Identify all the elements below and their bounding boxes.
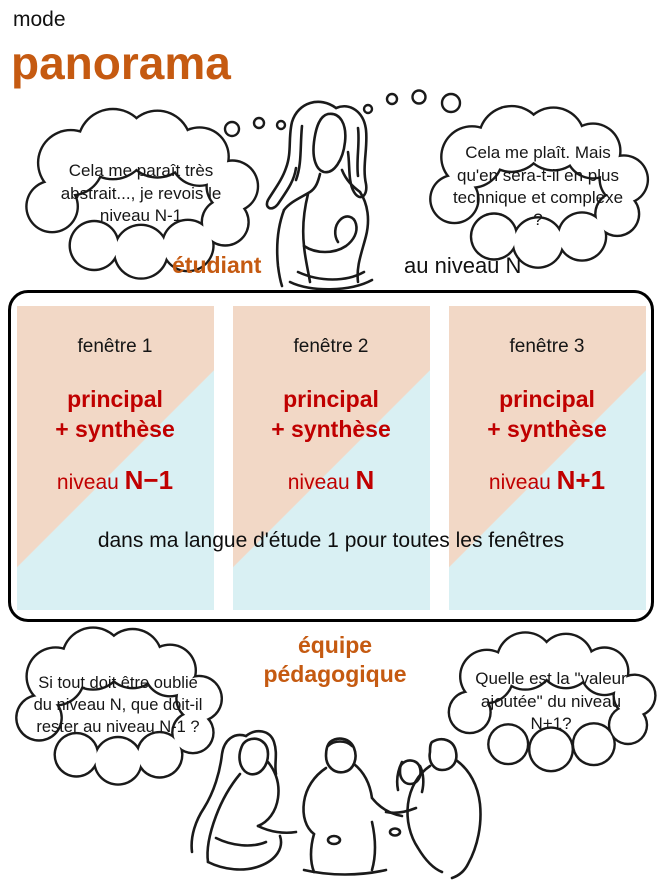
window-title: fenêtre 2 bbox=[293, 336, 369, 357]
thought-bubble-student-left bbox=[24, 116, 258, 272]
window-panel-1 bbox=[17, 306, 214, 610]
student-label: étudiant bbox=[172, 252, 262, 278]
window-level: niveau N bbox=[287, 464, 375, 495]
team-illustration bbox=[180, 712, 485, 880]
student-illustration bbox=[250, 86, 405, 292]
window-title: fenêtre 1 bbox=[77, 336, 153, 357]
student-level-label: au niveau N bbox=[404, 253, 522, 278]
windows-board bbox=[8, 290, 654, 622]
thought-text-student-right: Cela me plaît. Mais qu'en sera-t-il en plus technique et complexe ? bbox=[452, 143, 624, 230]
board-footer-note: dans ma langue d'étude 1 pour toutes les fenêtres bbox=[97, 529, 565, 552]
window-content-label: principal + synthèse bbox=[55, 386, 175, 443]
window-level: niveau N+1 bbox=[488, 464, 606, 495]
thought-text-student-left: Cela me paraît très abstrait..., je revois le niveau N-1 bbox=[60, 161, 222, 226]
thought-text-team-right: Quelle est la "valeur ajoutée" du niveau N+1? bbox=[475, 669, 627, 734]
window-content-label: principal + synthèse bbox=[487, 386, 607, 443]
window-level: niveau N−1 bbox=[56, 464, 174, 495]
window-title: fenêtre 3 bbox=[509, 336, 585, 357]
thought-text-team-left: Si tout doit être oublié du niveau N, que doit-il rester au niveau N-1 ? bbox=[33, 674, 203, 736]
window-content-label: principal + synthèse bbox=[271, 386, 391, 443]
window-panel-3 bbox=[449, 306, 646, 610]
team-label: équipe pédagogique bbox=[263, 632, 407, 688]
mode-label: mode bbox=[13, 8, 66, 31]
page-title: panorama bbox=[11, 37, 231, 89]
window-panel-2 bbox=[233, 306, 430, 610]
